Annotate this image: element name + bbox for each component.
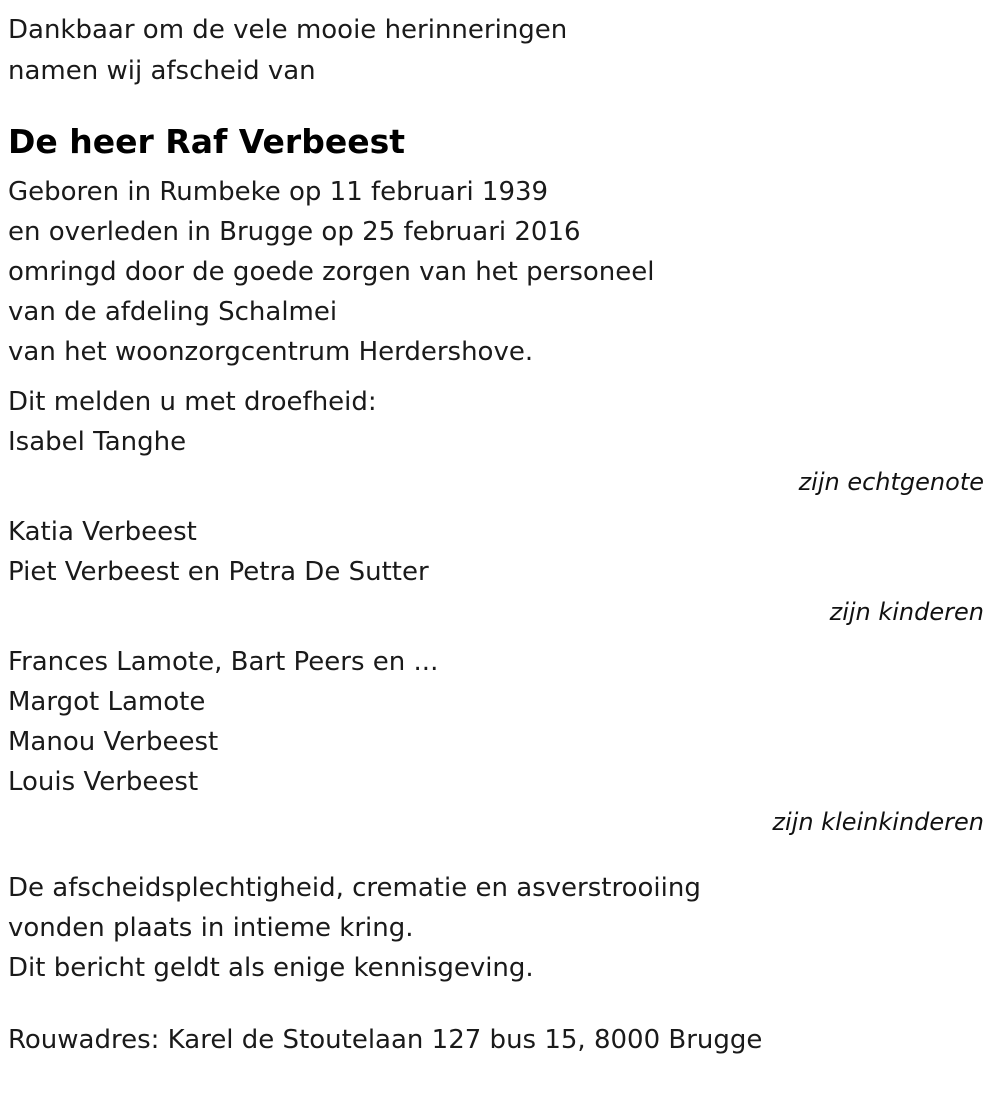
detail-line-4: van de afdeling Schalmei — [8, 297, 338, 327]
address-block — [8, 1020, 986, 1060]
survivor-name: Margot Lamote — [8, 687, 206, 717]
ceremony-block — [8, 868, 986, 988]
survivor-name: Frances Lamote, Bart Peers en ... — [8, 647, 439, 677]
survivor-name: Isabel Tanghe — [8, 427, 187, 457]
detail-line-3: omringd door de goede zorgen van het personeel — [8, 257, 655, 287]
survivor-name: Louis Verbeest — [8, 767, 199, 797]
survivor-group-children — [8, 512, 986, 632]
relation-label-children: zijn kinderen — [829, 598, 984, 626]
ceremony-line-3: Dit bericht geldt als enige kennisgeving. — [8, 953, 534, 983]
deceased-name: De heer Raf Verbeest — [8, 122, 405, 161]
intro-line-2: namen wij afscheid van — [8, 56, 316, 86]
ceremony-line-1: De afscheidsplechtigheid, crematie en asverstrooiing — [8, 873, 701, 903]
ceremony-line-2: vonden plaats in intieme kring. — [8, 913, 414, 943]
relation-label-grandchildren: zijn kleinkinderen — [772, 808, 984, 836]
detail-line-5: van het woonzorgcentrum Herdershove. — [8, 337, 534, 367]
intro-block — [8, 10, 986, 92]
detail-line-2: en overleden in Brugge op 25 februari 2016 — [8, 217, 581, 247]
survivor-name: Piet Verbeest en Petra De Sutter — [8, 557, 429, 587]
survivor-group-grandchildren — [8, 642, 986, 842]
intro-line-1: Dankbaar om de vele mooie herinneringen — [8, 15, 568, 45]
mourning-address: Rouwadres: Karel de Stoutelaan 127 bus 15, 8000 Brugge — [8, 1025, 763, 1055]
detail-line-1: Geboren in Rumbeke op 11 februari 1939 — [8, 177, 549, 207]
announcement-lead: Dit melden u met droefheid: — [8, 387, 377, 417]
survivor-name: Katia Verbeest — [8, 517, 197, 547]
details-block — [8, 172, 986, 372]
survivor-group-spouse — [8, 422, 986, 502]
relation-label-spouse: zijn echtgenote — [798, 468, 984, 496]
survivor-name: Manou Verbeest — [8, 727, 219, 757]
